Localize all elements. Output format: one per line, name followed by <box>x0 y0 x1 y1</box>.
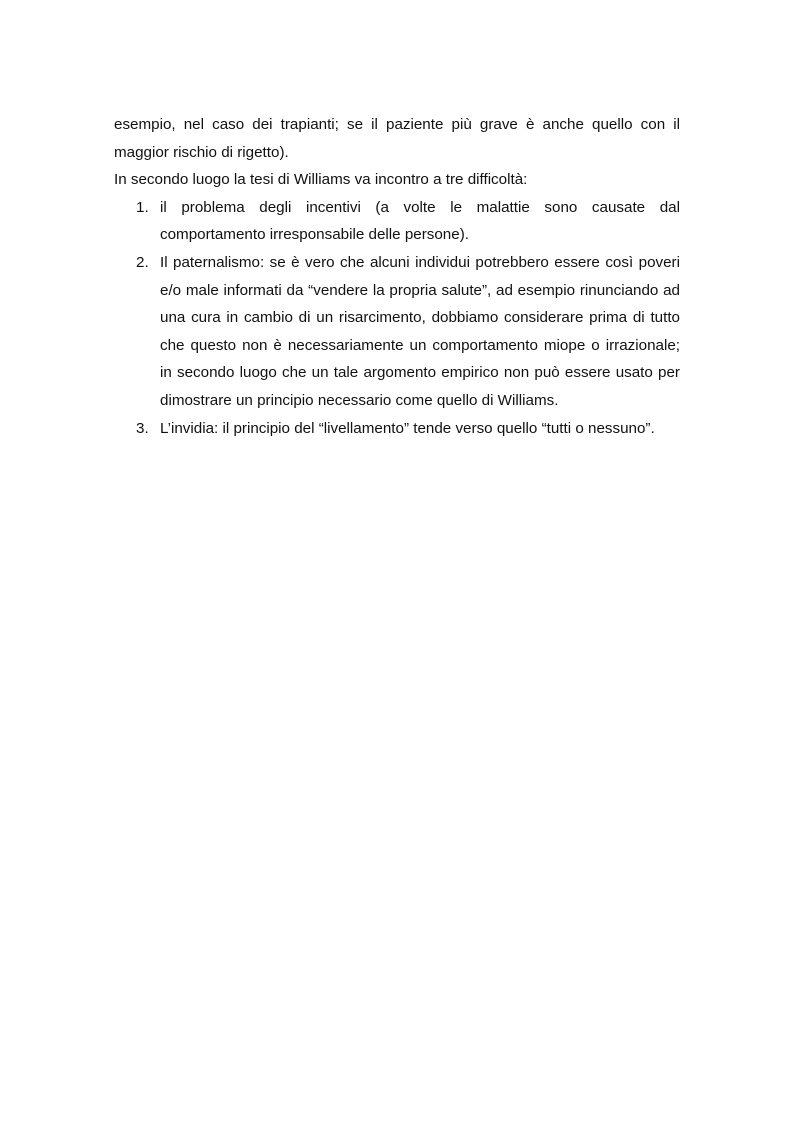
list-item <box>114 249 680 415</box>
list-item <box>114 194 680 249</box>
list-item-text: L’invidia: il principio del “livellamento” tende verso quello “tutti o nessuno”. <box>160 419 655 437</box>
difficulties-list <box>114 194 680 442</box>
continuation-paragraph: esempio, nel caso dei trapianti; se il paziente più grave è anche quello con il maggior rischio di rigetto). <box>114 116 680 161</box>
intro-sentence: In secondo luogo la tesi di Williams va incontro a tre difficoltà: <box>114 171 528 189</box>
body-text <box>114 111 680 442</box>
list-item-number: 1. <box>136 198 149 216</box>
list-item-text: il problema degli incentivi (a volte le malattie sono causate dal comportamento irresponsabile delle persone). <box>160 198 680 244</box>
list-item <box>114 415 680 443</box>
list-item-number: 2. <box>136 253 149 271</box>
list-item-text: Il paternalismo: se è vero che alcuni individui potrebbero essere così poveri e/o male informati da “vendere la propria salute”, ad esempio rinunciando ad una cura in cambio di un risarcimento, dobbiamo considerare prima di tutto che questo non è necessariamente un comportamento miope o irrazionale; in secondo luogo che un tale argomento empirico non può essere usato per dimostrare un principio necessario come quello di Williams. <box>160 253 680 409</box>
list-item-number: 3. <box>136 419 149 437</box>
